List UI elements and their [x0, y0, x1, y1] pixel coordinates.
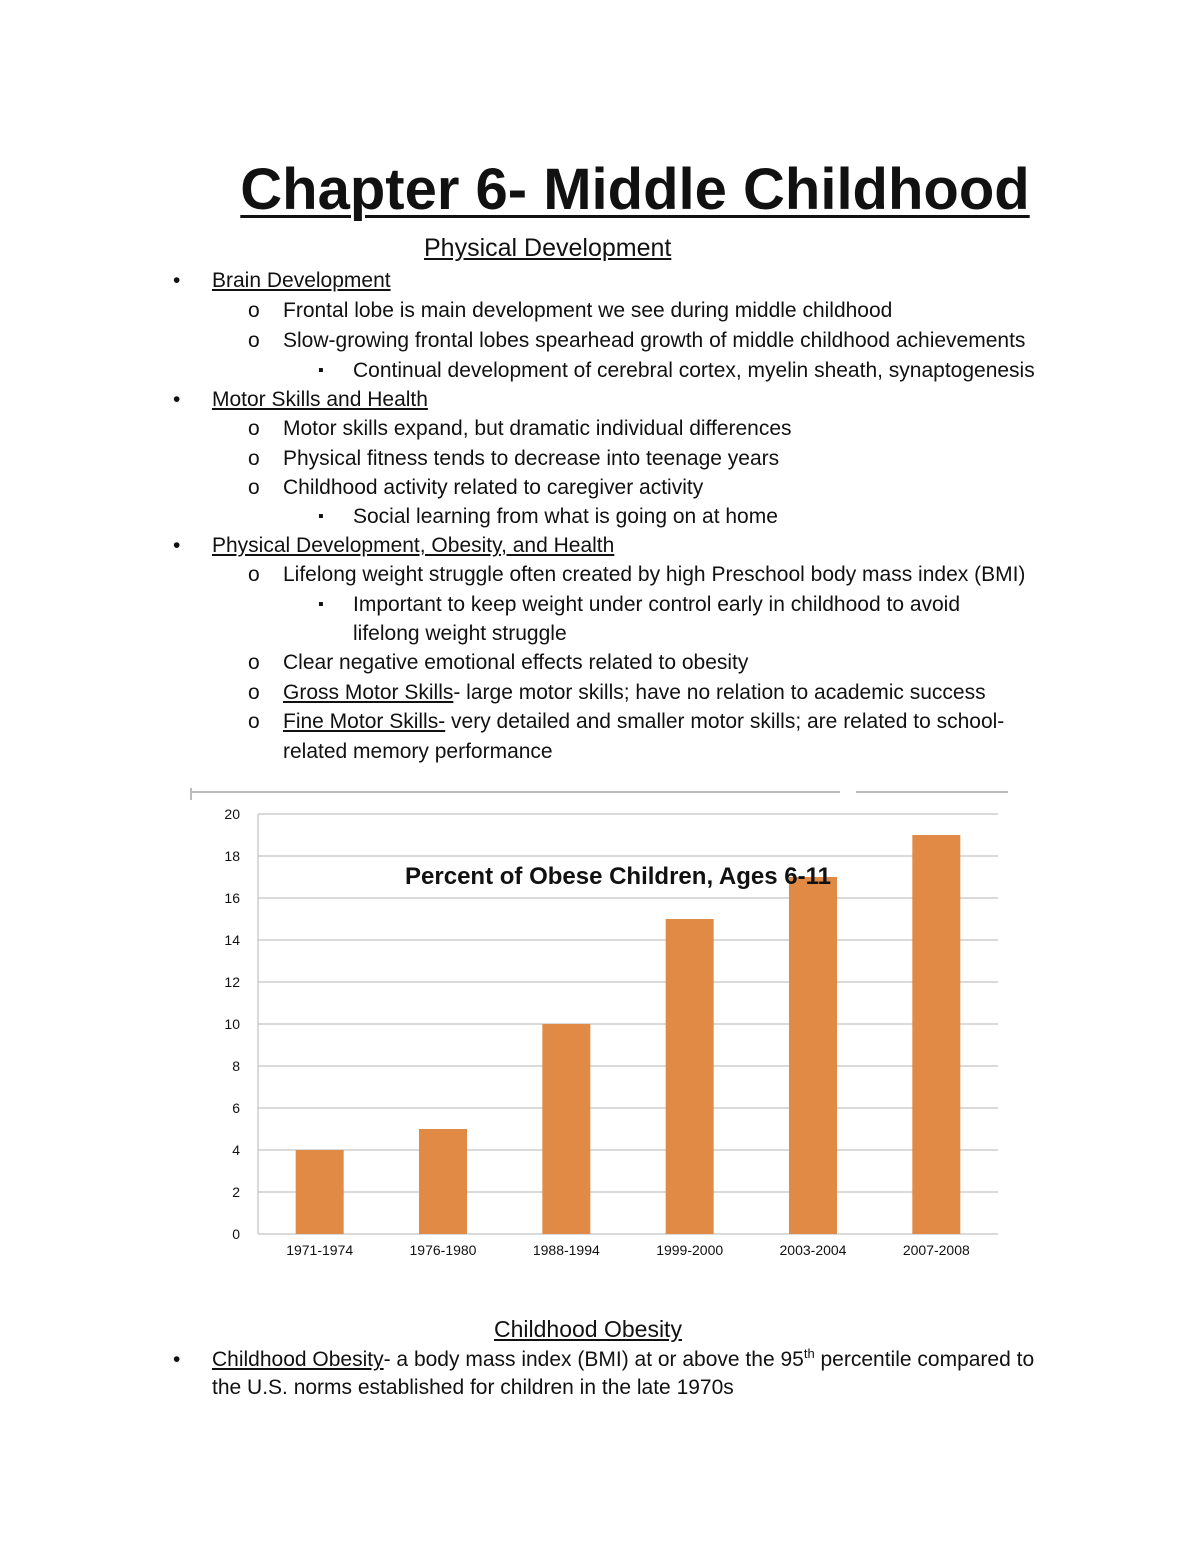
- list-item: Clear negative emotional effects related to obesity: [283, 651, 749, 674]
- circle-bullet: o: [248, 476, 260, 499]
- term-gross-motor: Gross Motor Skills: [283, 681, 454, 704]
- list-item-fine-motor: [283, 707, 1004, 737]
- bullet: •: [173, 1348, 181, 1371]
- x-tick-label: 1976-1980: [409, 1242, 477, 1258]
- x-tick-label: 1999-2000: [656, 1242, 724, 1258]
- list-item: Frontal lobe is main development we see during middle childhood: [283, 299, 893, 322]
- heading-obesity-health: Physical Development, Obesity, and Health: [212, 534, 615, 557]
- definition-text: percentile compared to: [814, 1348, 1035, 1371]
- term-fine-motor: Fine Motor Skills-: [283, 710, 446, 733]
- circle-bullet: o: [248, 563, 260, 586]
- obesity-bar-chart: [190, 788, 1010, 1288]
- circle-bullet: o: [248, 681, 260, 704]
- y-tick-label: 12: [224, 974, 240, 990]
- list-item: Slow-growing frontal lobes spearhead growth of middle childhood achievements: [283, 329, 1026, 352]
- definition-continued: the U.S. norms established for children in the late 1970s: [212, 1376, 734, 1399]
- circle-bullet: o: [248, 417, 260, 440]
- definition-childhood-obesity: [212, 1345, 1034, 1375]
- y-tick-label: 10: [224, 1016, 240, 1032]
- y-tick-label: 14: [224, 932, 240, 948]
- list-item: Childhood activity related to caregiver activity: [283, 476, 704, 499]
- list-item: Physical fitness tends to decrease into teenage years: [283, 447, 780, 470]
- list-item-continued: lifelong weight struggle: [353, 622, 567, 645]
- chart-title: Percent of Obese Children, Ages 6-11: [405, 863, 831, 890]
- y-tick-label: 16: [224, 890, 240, 906]
- obesity-chart: [190, 788, 1010, 1288]
- square-bullet: ▪: [318, 362, 324, 379]
- definition-text: - large motor skills; have no relation to academic success: [453, 681, 986, 704]
- y-tick-label: 2: [232, 1184, 240, 1200]
- list-item: Continual development of cerebral cortex, myelin sheath, synaptogenesis: [353, 359, 1035, 382]
- term-childhood-obesity: Childhood Obesity: [212, 1348, 384, 1371]
- bullet: •: [173, 388, 181, 411]
- list-item: Social learning from what is going on at home: [353, 505, 778, 528]
- section-heading-physical: Physical Development: [424, 234, 672, 262]
- y-tick-label: 0: [232, 1226, 240, 1242]
- bullet: •: [173, 269, 181, 292]
- definition-text: very detailed and smaller motor skills; are related to school-: [445, 710, 1005, 733]
- bar: [419, 1129, 467, 1234]
- y-tick-label: 18: [224, 848, 240, 864]
- square-bullet: ▪: [318, 596, 324, 613]
- bar: [789, 877, 837, 1234]
- bullet: •: [173, 534, 181, 557]
- y-tick-label: 6: [232, 1100, 240, 1116]
- x-tick-label: 2003-2004: [779, 1242, 847, 1258]
- heading-brain: Brain Development: [212, 269, 391, 292]
- y-tick-label: 20: [224, 806, 240, 822]
- definition-text: - a body mass index (BMI) at or above the 95: [383, 1348, 804, 1371]
- circle-bullet: o: [248, 447, 260, 470]
- bar: [666, 919, 714, 1234]
- x-tick-label: 2007-2008: [902, 1242, 970, 1258]
- bar: [296, 1150, 344, 1234]
- heading-motor: Motor Skills and Health: [212, 388, 428, 411]
- list-item: Important to keep weight under control early in childhood to avoid: [353, 593, 961, 616]
- circle-bullet: o: [248, 651, 260, 674]
- circle-bullet: o: [248, 329, 260, 352]
- x-tick-label: 1988-1994: [532, 1242, 600, 1258]
- y-tick-label: 4: [232, 1142, 240, 1158]
- list-item-continued: related memory performance: [283, 740, 553, 763]
- list-item: Motor skills expand, but dramatic individual differences: [283, 417, 792, 440]
- y-tick-label: 8: [232, 1058, 240, 1074]
- bar: [542, 1024, 590, 1234]
- list-item-gross-motor: [283, 678, 986, 708]
- section-heading-obesity: Childhood Obesity: [494, 1316, 682, 1342]
- bar: [912, 835, 960, 1234]
- square-bullet: ▪: [318, 508, 324, 525]
- superscript: th: [803, 1346, 815, 1361]
- page-title: Chapter 6- Middle Childhood: [240, 157, 1030, 222]
- circle-bullet: o: [248, 299, 260, 322]
- list-item: Lifelong weight struggle often created by high Preschool body mass index (BMI): [283, 563, 1026, 586]
- circle-bullet: o: [248, 710, 260, 733]
- x-tick-label: 1971-1974: [286, 1242, 354, 1258]
